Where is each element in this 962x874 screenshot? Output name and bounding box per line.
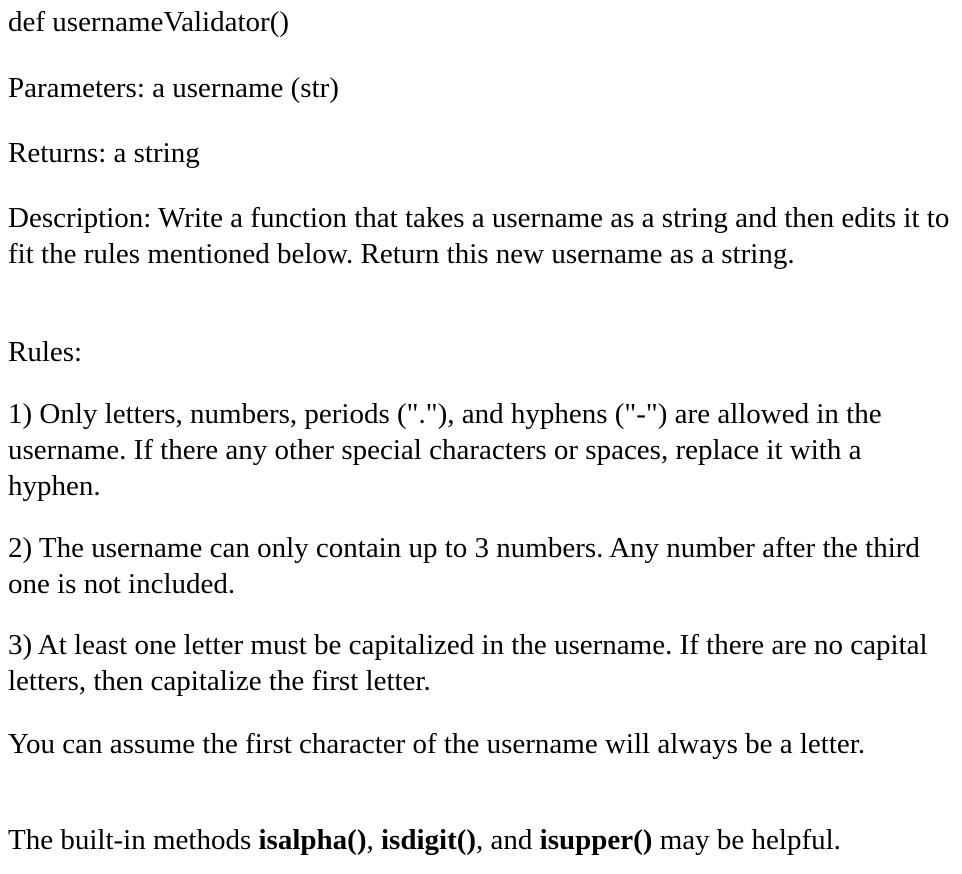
returns-line: Returns: a string (8, 137, 200, 169)
rule-2: 2) The username can only contain up to 3 numbers. Any number after the third one is not included. (8, 532, 920, 600)
hint-prefix: The built-in methods (8, 824, 259, 856)
hint-paragraph (8, 822, 953, 858)
rule-3: 3) At least one letter must be capitalized in the username. If there are no capital letters, then capitalize the first letter. (8, 629, 928, 697)
method-isdigit: isdigit() (380, 824, 477, 856)
hint-separator-1: , (366, 824, 381, 856)
method-isalpha: isalpha() (258, 824, 367, 856)
rules-heading: Rules: (8, 336, 83, 368)
hint-suffix: may be helpful. (652, 824, 841, 856)
rule-1: 1) Only letters, numbers, periods ("."), and hyphens ("-") are allowed in the username. If there any other special characters or spaces, replace it with a hyphen. (8, 398, 882, 502)
function-signature: def usernameValidator() (8, 6, 290, 38)
method-isupper: isupper() (539, 824, 653, 856)
hint-separator-2: , and (476, 824, 540, 856)
assumption-paragraph: You can assume the first character of the username will always be a letter. (8, 728, 866, 760)
description-paragraph: Description: Write a function that takes a username as a string and then edits it to fit the rules mentioned below. Return this new username as a string. (8, 202, 950, 270)
parameters-line: Parameters: a username (str) (8, 72, 339, 104)
